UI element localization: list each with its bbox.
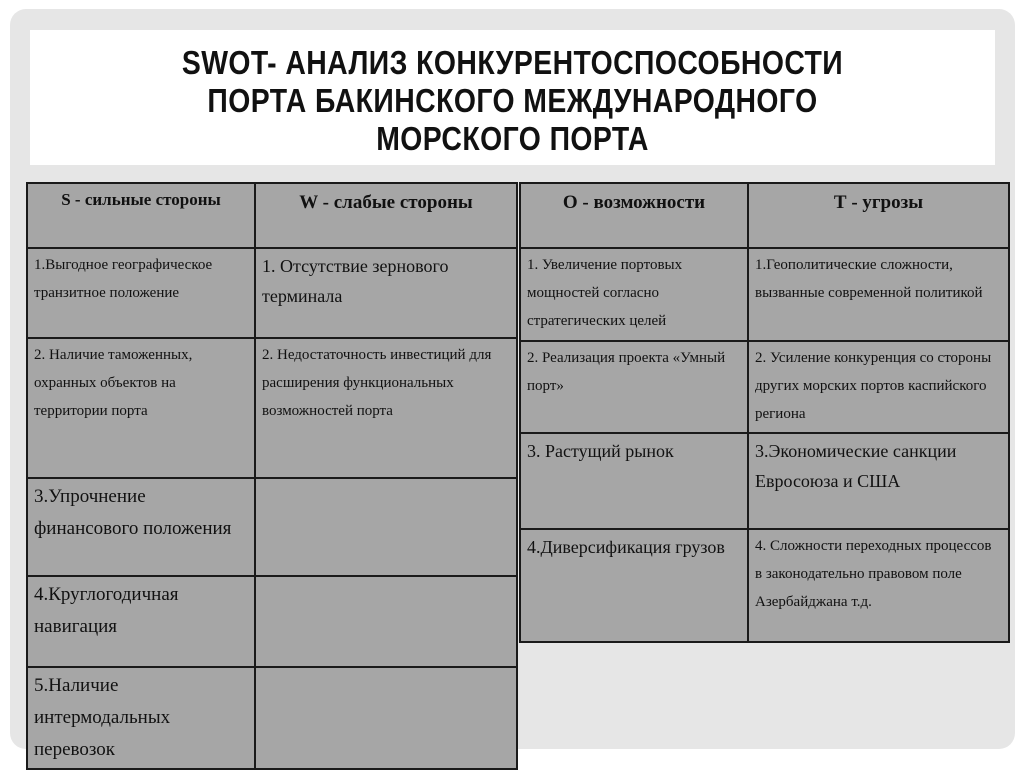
strength-cell: 1.Выгодное географическое транзитное положение — [27, 248, 255, 338]
opportunity-cell: 3. Растущий рынок — [520, 433, 748, 529]
title-line-1: SWOT- АНАЛИЗ КОНКУРЕНТОСПОСОБНОСТИ — [181, 44, 844, 81]
weakness-cell — [255, 667, 517, 769]
header-weaknesses: W - слабые стороны — [255, 183, 517, 248]
opportunity-cell: 2. Реализация проекта «Умный порт» — [520, 341, 748, 433]
header-threats: Т - угрозы — [748, 183, 1009, 248]
threat-cell: 4. Сложности переходных процессов в законодательно правовом поле Азербайджана т.д. — [748, 529, 1009, 642]
weakness-cell: 1. Отсутствие зернового терминала — [255, 248, 517, 338]
threat-cell: 3.Экономические санкции Евросоюза и США — [748, 433, 1009, 529]
title-line-3: МОРСКОГО ПОРТА — [376, 120, 649, 157]
weakness-cell — [255, 576, 517, 667]
threat-cell: 1.Геополитические сложности, вызванные современной политикой — [748, 248, 1009, 341]
strength-cell: 3.Упрочнение финансового положения — [27, 478, 255, 576]
opportunity-cell: 4.Диверсификация грузов — [520, 529, 748, 642]
strength-cell: 4.Круглогодичная навигация — [27, 576, 255, 667]
weakness-cell — [255, 478, 517, 576]
strength-cell: 2. Наличие таможенных, охранных объектов на территории порта — [27, 338, 255, 478]
opportunity-cell: 1. Увеличение портовых мощностей согласно стратегических целей — [520, 248, 748, 341]
slide-title — [98, 44, 928, 158]
header-strengths: S - сильные стороны — [27, 183, 255, 248]
header-opportunities: О - возможности — [520, 183, 748, 248]
strength-cell: 5.Наличие интермодальных перевозок — [27, 667, 255, 769]
strengths-weaknesses-table — [26, 182, 518, 770]
opportunities-threats-table — [519, 182, 1010, 643]
title-line-2: ПОРТА БАКИНСКОГО МЕЖДУНАРОДНОГО — [207, 82, 818, 119]
threat-cell: 2. Усиление конкуренция со стороны других морских портов каспийского региона — [748, 341, 1009, 433]
weakness-cell: 2. Недостаточность инвестиций для расширения функциональных возможностей порта — [255, 338, 517, 478]
